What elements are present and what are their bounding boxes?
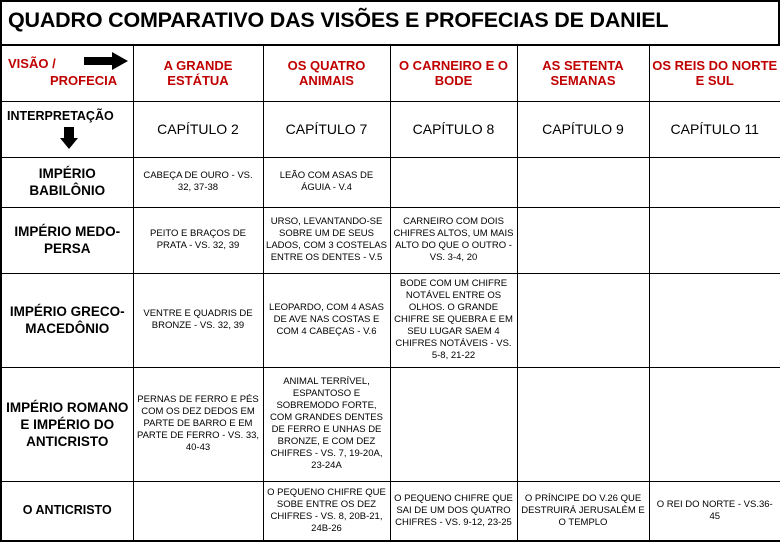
empire-label: IMPÉRIO MEDO-PERSA (1, 207, 133, 273)
column-header-ram-goat: O CARNEIRO E O BODE (390, 45, 517, 101)
table-cell (517, 273, 649, 367)
page-title: QUADRO COMPARATIVO DAS VISÕES E PROFECIAS DE DANIEL (0, 0, 780, 44)
table-cell (649, 273, 780, 367)
table-cell (517, 207, 649, 273)
table-row (1, 481, 780, 541)
table-cell: LEÃO COM ASAS DE ÁGUIA - V.4 (263, 157, 390, 207)
table-cell: PEITO E BRAÇOS DE PRATA - VS. 32, 39 (133, 207, 263, 273)
table-cell: O PEQUENO CHIFRE QUE SOBE ENTRE OS DEZ CHIFRES - VS. 8, 20B-21, 24B-26 (263, 481, 390, 541)
chapter-cell: CAPÍTULO 11 (649, 101, 780, 157)
chapter-cell: CAPÍTULO 8 (390, 101, 517, 157)
table-cell: CARNEIRO COM DOIS CHIFRES ALTOS, UM MAIS ALTO DO QUE O OUTRO - VS. 3-4, 20 (390, 207, 517, 273)
table-cell (649, 367, 780, 481)
table-row (1, 273, 780, 367)
chapter-row (1, 101, 780, 157)
column-header-four-beasts: OS QUATRO ANIMAIS (263, 45, 390, 101)
table-cell: URSO, LEVANTANDO-SE SOBRE UM DE SEUS LADOS, COM 3 COSTELAS ENTRE OS DENTES - V.5 (263, 207, 390, 273)
table-cell (390, 367, 517, 481)
table-cell: LEOPARDO, COM 4 ASAS DE AVE NAS COSTAS E COM 4 CABEÇAS - V.6 (263, 273, 390, 367)
empire-label: IMPÉRIO BABILÔNIO (1, 157, 133, 207)
table-cell (649, 207, 780, 273)
right-arrow-icon (84, 52, 128, 70)
table-cell: PERNAS DE FERRO E PÉS COM OS DEZ DEDOS EM PARTE DE BARRO E EM PARTE DE FERRO - VS. 33, 40-43 (133, 367, 263, 481)
corner-cell (1, 45, 133, 101)
table-cell (517, 367, 649, 481)
empire-label: O ANTICRISTO (1, 481, 133, 541)
table-cell: CABEÇA DE OURO - VS. 32, 37-38 (133, 157, 263, 207)
interpretation-label: INTERPRETAÇÃO (7, 109, 114, 123)
down-arrow-icon (60, 127, 78, 149)
table-row (1, 157, 780, 207)
table-cell: VENTRE E QUADRIS DE BRONZE - VS. 32, 39 (133, 273, 263, 367)
table-cell: O PRÍNCIPE DO V.26 QUE DESTRUIRÁ JERUSALÉM E O TEMPLO (517, 481, 649, 541)
chapter-cell: CAPÍTULO 9 (517, 101, 649, 157)
table-cell (390, 157, 517, 207)
table-cell (649, 157, 780, 207)
column-header-kings: OS REIS DO NORTE E SUL (649, 45, 780, 101)
table-cell: BODE COM UM CHIFRE NOTÁVEL ENTRE OS OLHOS. O GRANDE CHIFRE SE QUEBRA E EM SEU LUGAR SAEM 4 CHIFRES NOTÁVEIS - VS. 5-8, 21-22 (390, 273, 517, 367)
header-row (1, 45, 780, 101)
table-row (1, 207, 780, 273)
column-header-seventy-weeks: AS SETENTA SEMANAS (517, 45, 649, 101)
chapter-cell: CAPÍTULO 2 (133, 101, 263, 157)
table-cell (517, 157, 649, 207)
table-cell (133, 481, 263, 541)
table-cell: O REI DO NORTE - VS.36-45 (649, 481, 780, 541)
column-header-statue: A GRANDE ESTÁTUA (133, 45, 263, 101)
empire-label: IMPÉRIO GRECO-MACEDÔNIO (1, 273, 133, 367)
table-cell: O PEQUENO CHIFRE QUE SAI DE UM DOS QUATRO CHIFRES - VS. 9-12, 23-25 (390, 481, 517, 541)
interpretation-cell (1, 101, 133, 157)
corner-vision-label: VISÃO / (8, 56, 56, 72)
table-row (1, 367, 780, 481)
corner-prophecy-label: PROFECIA (50, 73, 118, 89)
chapter-cell: CAPÍTULO 7 (263, 101, 390, 157)
comparison-table (0, 44, 780, 542)
table-cell: ANIMAL TERRÍVEL, ESPANTOSO E SOBREMODO FORTE, COM GRANDES DENTES DE FERRO E UNHAS DE BRONZE, E COM DEZ CHIFRES - VS. 7, 19-20A, 23-24A (263, 367, 390, 481)
empire-label: IMPÉRIO ROMANO E IMPÉRIO DO ANTICRISTO (1, 367, 133, 481)
